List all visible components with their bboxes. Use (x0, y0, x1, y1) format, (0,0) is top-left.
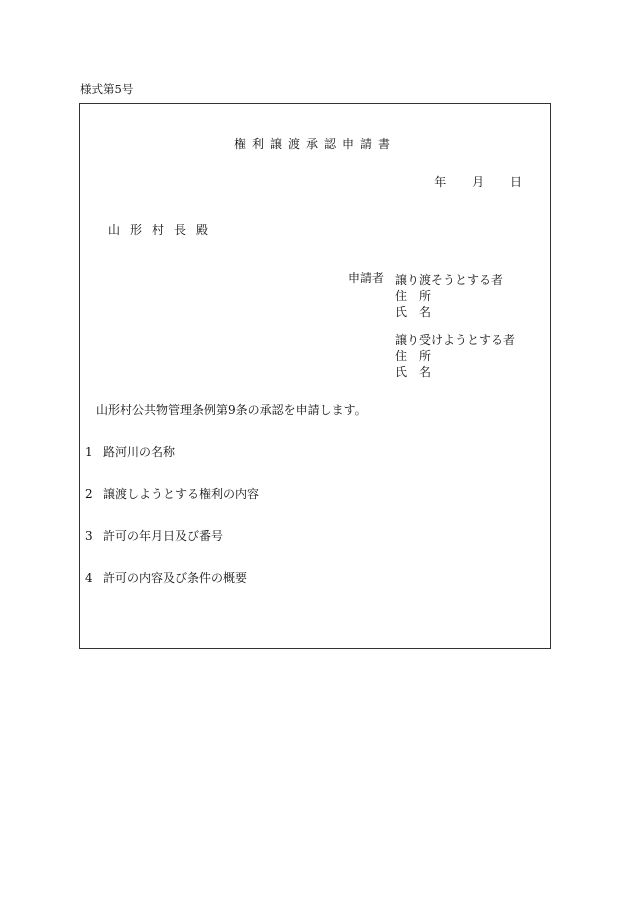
applicant-block (395, 272, 515, 380)
list-item (85, 446, 175, 458)
item-number: 4 (85, 571, 93, 585)
document-title: 権利譲渡承認申請書 (233, 137, 396, 151)
item-number: 2 (85, 487, 93, 501)
request-statement: 山形村公共物管理条例第9条の承認を申請します。 (96, 403, 367, 417)
item-number: 1 (85, 445, 93, 459)
list-item (85, 488, 259, 500)
applicant-spacer (395, 320, 515, 332)
item-text: 許可の年月日及び番号 (103, 529, 224, 543)
transferee-address-label: 住所 (395, 349, 444, 363)
item-text: 譲渡しようとする権利の内容 (103, 487, 260, 501)
item-text: 許可の内容及び条件の概要 (103, 571, 248, 585)
addressee: 山形村長殿 (108, 223, 219, 237)
list-item (85, 572, 247, 584)
transferor-address-label: 住所 (395, 289, 444, 303)
date-year-label: 年 (434, 175, 447, 189)
date-row (412, 176, 522, 188)
date-month-label: 月 (472, 175, 485, 189)
list-item (85, 530, 223, 542)
form-number: 様式第5号 (80, 82, 134, 96)
item-number: 3 (85, 529, 93, 543)
transferee-name-label: 氏名 (395, 365, 444, 379)
transferor-name-label: 氏名 (395, 305, 444, 319)
applicant-label: 申請者 (348, 271, 385, 285)
item-text: 路河川の名称 (103, 445, 176, 459)
date-day-label: 日 (509, 175, 522, 189)
transferee-heading: 譲り受けようとする者 (395, 333, 516, 347)
application-form-frame (79, 103, 551, 649)
transferor-heading: 譲り渡そうとする者 (395, 273, 504, 287)
